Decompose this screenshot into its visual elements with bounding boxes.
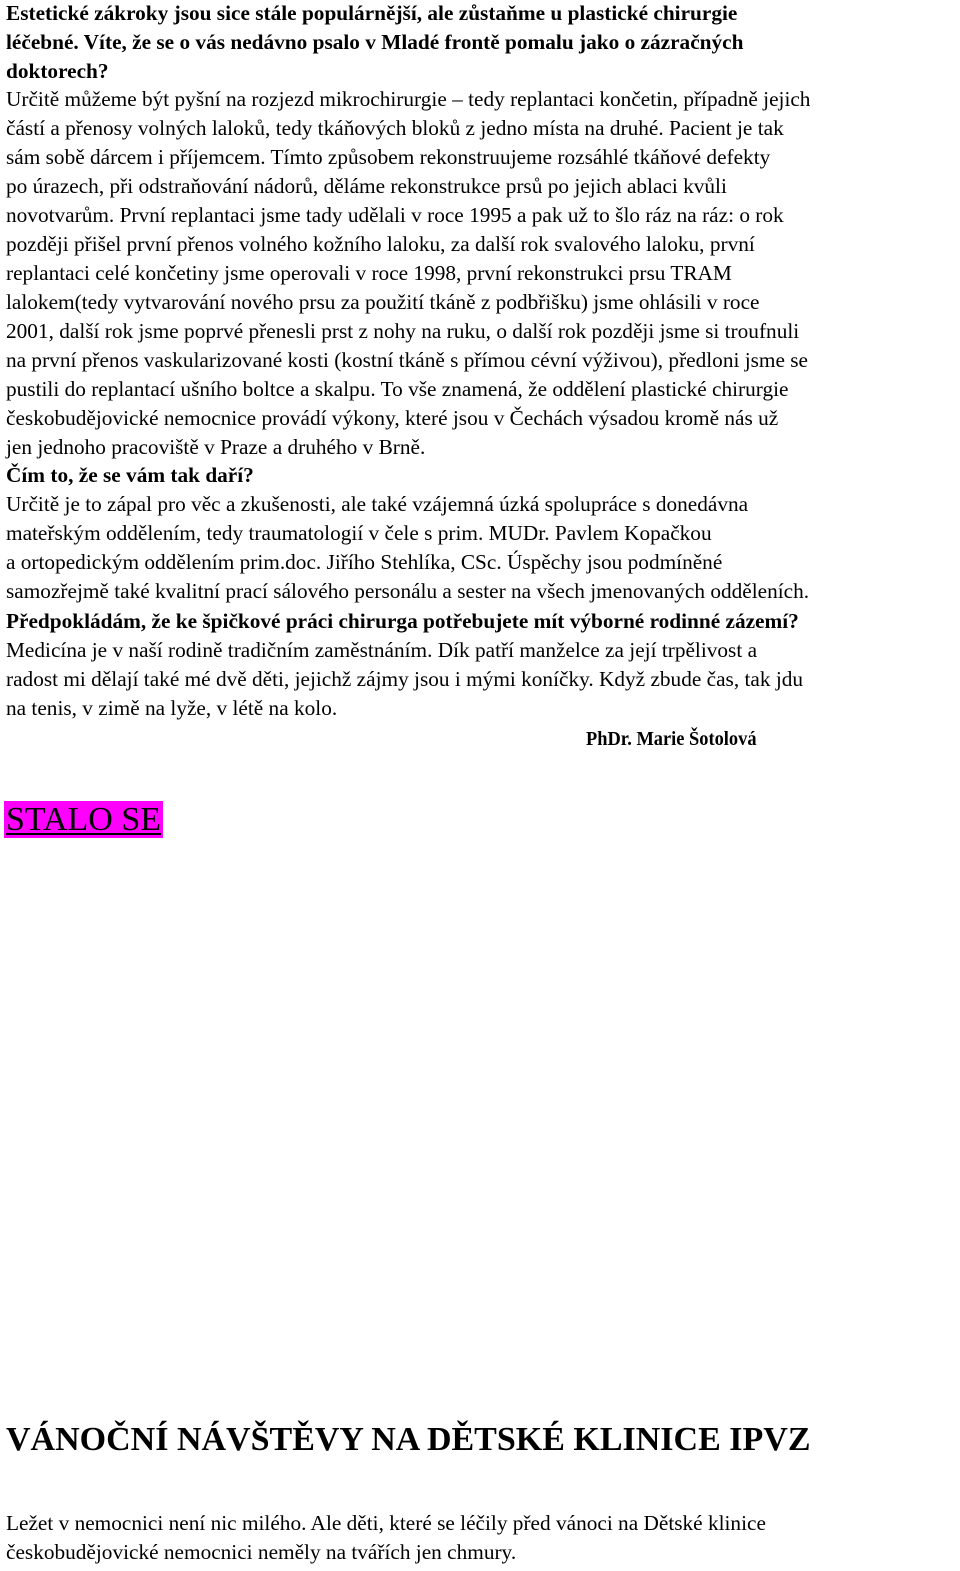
question-family: Předpokládám, že ke špičkové práci chirurga potřebujete mít výborné rodinné zázemí?	[6, 609, 799, 633]
author-signature: PhDr. Marie Šotolová	[586, 728, 757, 750]
christmas-article-body: Ležet v nemocnici není nic milého. Ale děti, které se léčily před vánoci na Dětské klinice českobudějovické nemocnici neměly na tvářích jen chmury.	[6, 1511, 766, 1564]
section-heading-stalo-se: STALO SE	[6, 801, 162, 838]
answer-family: Medicína je v naší rodině tradičním zaměstnáním. Dík patří manželce za její trpělivost a radost mi dělají také mé dvě děti, jejichž zájmy jsou i mými koníčky. Když zbude čas, tak jdu na tenis, v zimě na lyže, v létě na kolo.	[6, 638, 804, 720]
answer-success: Určitě je to zápal pro věc a zkušenosti, ale také vzájemná úzká spolupráce s donedávna mateřským oddělením, tedy traumatologií v čele s prim. MUDr. Pavlem Kopačkou a ortopedickým oddělením prim.doc. Jiřího Stehlíka, CSc. Úspěchy jsou podmíněné samozřejmě také kvalitní prací sálového personálu a sester na všech jmenovaných odděleních.	[6, 492, 810, 603]
answer-microsurgery: Určitě můžeme být pyšní na rozjezd mikrochirurgie – tedy replantaci končetin, případně jejich částí a přenosy volných laloků, tedy tkáňových bloků z jedno místa na druhé. Pacient je tak sám sobě dárcem i příjemcem. Tímto způsobem rekonstruujeme rozsáhlé tkáňové defekty po úrazech, při odstraňování nádorů, děláme rekonstrukce prsů po jejich ablaci kvůli novotvarům. První replantaci jsme tady udělali v roce 1995 a pak už to šlo ráz na ráz: o rok později přišel první přenos volného kožního laloku, za další rok svalového laloku, první replantaci celé končetiny jsme operovali v roce 1998, první rekonstrukci prsu TRAM lalokem(tedy vytvarování nového prsu za použití tkáně z podbřišku) jsme ohlásili v roce 2001, další rok jsme poprvé přenesli prst z nohy na ruku, o další rok později jsme si troufnuli na první přenos vaskularizované kosti (kostní tkáně s přímou cévní výživou), předloni jsme se pustili do replantací ušního boltce a skalpu. To vše znamená, že oddělení plastické chirurgie českobudějovické nemocnice provádí výkony, které jsou v Čechách výsadou kromě nás už jen jednoho pracoviště v Praze a druhého v Brně.	[6, 87, 811, 459]
intro-question: Estetické zákroky jsou sice stále populárnější, ale zůstaňme u plastické chirurgie léčebné. Víte, že se o vás nedávno psalo v Mladé frontě pomalu jako o zázračných doktorech?	[6, 1, 744, 83]
section-heading-christmas-visits: VÁNOČNÍ NÁVŠTĚVY NA DĚTSKÉ KLINICE IPVZ	[6, 1421, 811, 1458]
question-success: Čím to, že se vám tak daří?	[6, 463, 254, 487]
